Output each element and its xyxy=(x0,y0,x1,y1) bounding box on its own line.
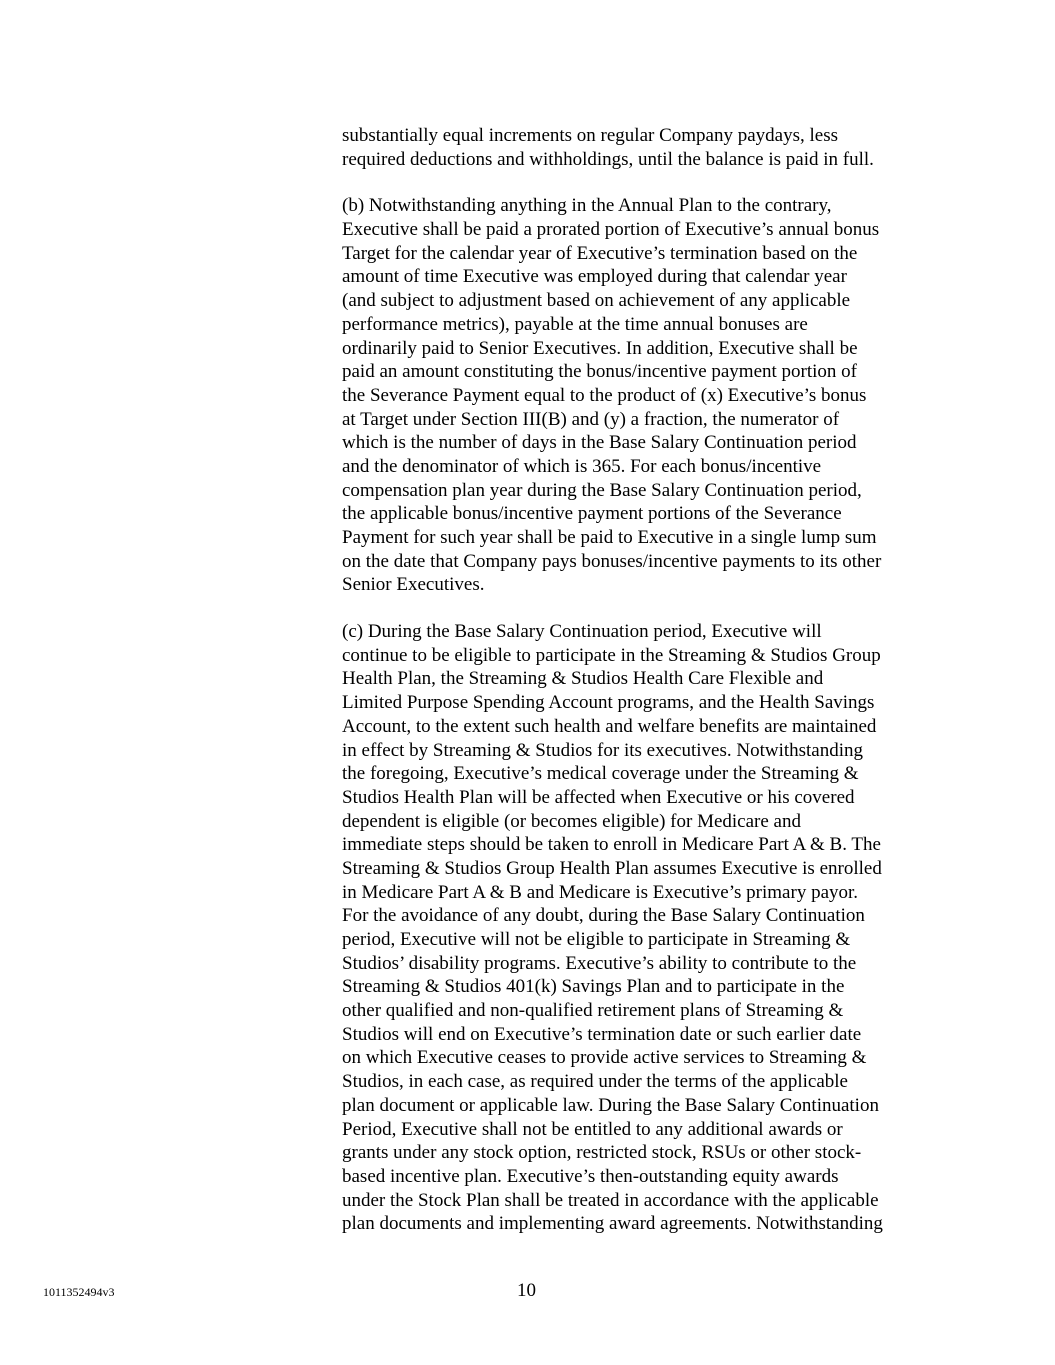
paragraph-line: continue to be eligible to participate in the Streaming & Studios Group xyxy=(342,644,881,666)
paragraph-line: under the Stock Plan shall be treated in accordance with the applicable xyxy=(342,1189,879,1211)
paragraph-line: (c) During the Base Salary Continuation period, Executive will xyxy=(342,621,822,643)
paragraph-line: Health Plan, the Streaming & Studios Health Care Flexible and xyxy=(342,668,824,690)
paragraph-line: in effect by Streaming & Studios for its executives. Notwithstanding xyxy=(342,739,864,761)
paragraph-line: (b) Notwithstanding anything in the Annual Plan to the contrary, xyxy=(342,195,832,217)
paragraph xyxy=(342,194,942,597)
paragraph-line: For the avoidance of any doubt, during the Base Salary Continuation xyxy=(342,905,865,927)
paragraph-line: Executive shall be paid a prorated portion of Executive’s annual bonus xyxy=(342,219,880,241)
paragraph-line: Account, to the extent such health and welfare benefits are maintained xyxy=(342,715,877,737)
paragraph-line: plan document or applicable law. During the Base Salary Continuation xyxy=(342,1094,879,1116)
paragraph-line: paid an amount constituting the bonus/incentive payment portion of xyxy=(342,361,858,383)
paragraph-line: other qualified and non-qualified retirement plans of Streaming & xyxy=(342,1000,844,1022)
paragraph-line: the applicable bonus/incentive payment portions of the Severance xyxy=(342,503,842,525)
paragraph-line: grants under any stock option, restricted stock, RSUs or other stock- xyxy=(342,1142,862,1164)
paragraph xyxy=(342,124,942,171)
paragraph-line: Studios will end on Executive’s termination date or such earlier date xyxy=(342,1023,862,1045)
paragraph xyxy=(342,620,942,1236)
paragraph-line: dependent is eligible (or becomes eligible) for Medicare and xyxy=(342,810,801,832)
paragraph-line: period, Executive will not be eligible to participate in Streaming & xyxy=(342,929,851,950)
paragraph-line: required deductions and withholdings, until the balance is paid in full. xyxy=(342,148,874,170)
paragraph-line: Period, Executive shall not be entitled to any additional awards or xyxy=(342,1118,843,1140)
paragraph-line: immediate steps should be taken to enroll in Medicare Part A & B. The xyxy=(342,834,881,856)
paragraph-line: Payment for such year shall be paid to Executive in a single lump sum xyxy=(342,527,877,548)
paragraph-line: compensation plan year during the Base Salary Continuation period, xyxy=(342,479,862,501)
paragraph-line: plan documents and implementing award agreements. Notwithstanding xyxy=(342,1213,883,1235)
paragraph-line: Limited Purpose Spending Account programs, and the Health Savings xyxy=(342,692,875,714)
paragraph-line: substantially equal increments on regular Company paydays, less xyxy=(342,125,838,146)
paragraph-line: Studios’ disability programs. Executive’s ability to contribute to the xyxy=(342,952,857,974)
paragraph-line: Streaming & Studios Group Health Plan assumes Executive is enrolled xyxy=(342,857,882,879)
paragraph-line: performance metrics), payable at the time annual bonuses are xyxy=(342,313,808,335)
paragraph-line: Studios, in each case, as required under the terms of the applicable xyxy=(342,1071,848,1093)
paragraph-line: the Severance Payment equal to the product of (x) Executive’s bonus xyxy=(342,384,867,406)
document-body xyxy=(342,124,942,1259)
paragraph-line: the foregoing, Executive’s medical coverage under the Streaming & xyxy=(342,763,859,785)
paragraph-line: which is the number of days in the Base Salary Continuation period xyxy=(342,432,857,454)
paragraph-line: in Medicare Part A & B and Medicare is Executive’s primary payor. xyxy=(342,881,859,903)
paragraph-line: Senior Executives. xyxy=(342,574,485,596)
paragraph-line: Target for the calendar year of Executive’s termination based on the xyxy=(342,242,858,264)
paragraph-line: Streaming & Studios 401(k) Savings Plan and to participate in the xyxy=(342,976,845,998)
paragraph-line: (and subject to adjustment based on achievement of any applicable xyxy=(342,290,851,312)
paragraph-line: based incentive plan. Executive’s then-outstanding equity awards xyxy=(342,1165,839,1187)
paragraph-line: Studios Health Plan will be affected when Executive or his covered xyxy=(342,786,855,808)
paragraph-line: and the denominator of which is 365. For each bonus/incentive xyxy=(342,455,822,477)
page-number: 10 xyxy=(517,1280,536,1301)
paragraph-line: at Target under Section III(B) and (y) a fraction, the numerator of xyxy=(342,408,840,430)
paragraph-line: amount of time Executive was employed during that calendar year xyxy=(342,266,847,288)
paragraph-line: on which Executive ceases to provide active services to Streaming & xyxy=(342,1047,867,1069)
paragraph-line: ordinarily paid to Senior Executives. In addition, Executive shall be xyxy=(342,337,858,359)
paragraph-line: on the date that Company pays bonuses/incentive payments to its other xyxy=(342,550,882,572)
footer-document-id: 1011352494v3 xyxy=(43,1285,115,1299)
